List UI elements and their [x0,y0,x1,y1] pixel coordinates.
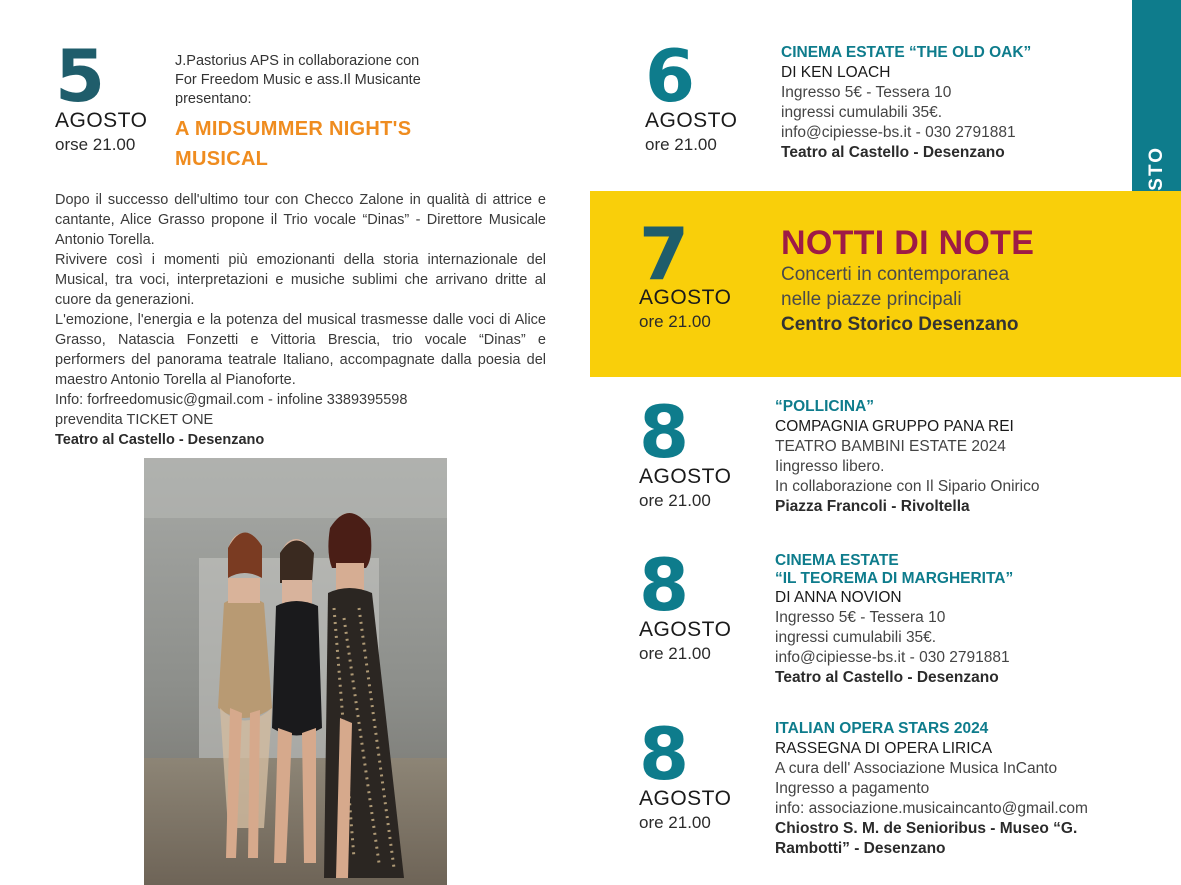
presale-line: prevendita TICKET ONE [55,412,214,428]
event8b-month: AGOSTO [639,618,732,641]
event8b-day: 8 [639,543,688,627]
event6-info-line: ingressi cumulabili 35€. [781,104,943,121]
event8c-location: Chiostro S. M. de Senioribus - Museo “G. [775,820,1078,837]
event8a-info-line: TEATRO BAMBINI ESTATE 2024 [775,438,1006,455]
event8c-location-cont: Rambotti” - Desenzano [775,840,946,857]
event8b-details [775,552,1013,688]
event6-location: Teatro al Castello - Desenzano [781,144,1005,161]
event8b-info-line: info@cipiesse-bs.it - 030 2791881 [775,649,1010,666]
event8b-info-line: ingressi cumulabili 35€. [775,629,937,646]
event6-month: AGOSTO [645,109,738,132]
event8a-title: “POLLICINA” [775,398,875,415]
event8c-time: ore 21.00 [639,813,711,832]
event8b-location: Teatro al Castello - Desenzano [775,669,999,686]
event8a-info-line: In collaborazione con Il Sipario Onirico [775,478,1040,495]
event6-subtitle: DI KEN LOACH [781,64,891,81]
event7-day: 7 [639,212,688,296]
event8a-details [775,397,1040,517]
event5-day: 5 [55,34,104,118]
description-paragraph: Dopo il successo dell'ultimo tour con Checco Zalone in qualità di attrice e cantante, Alice Grasso propone il Trio vocale “Dinas” - Direttore Musicale Antonio Torella. [55,192,546,248]
event8b-time: ore 21.00 [639,644,711,663]
intro-line: For Freedom Music e ass.Il Musicante [175,72,421,88]
event8a-subtitle: COMPAGNIA GRUPPO PANA REI [775,418,1014,435]
event8a-location: Piazza Francoli - Rivoltella [775,498,970,515]
event6-info-line: info@cipiesse-bs.it - 030 2791881 [781,124,1016,141]
event7-month: AGOSTO [639,286,732,309]
event8c-month: AGOSTO [639,787,732,810]
event7-location: Centro Storico Desenzano [781,314,1019,335]
event5-month: AGOSTO [55,109,148,132]
event8a-info-line: Iingresso libero. [775,458,885,475]
event5-description [55,190,546,450]
event8c-subtitle: RASSEGNA DI OPERA LIRICA [775,740,993,757]
event5-time: orse 21.00 [55,135,136,154]
event7-details [781,262,1019,337]
event8a-month: AGOSTO [639,465,732,488]
event5-intro [175,52,421,109]
event8c-info-line: info: associazione.musicaincanto@gmail.com [775,800,1088,817]
event6-time: ore 21.00 [645,135,717,154]
event8c-title: ITALIAN OPERA STARS 2024 [775,720,989,737]
event7-line: nelle piazze principali [781,289,962,310]
event8c-info-line: A cura dell' Associazione Musica InCanto [775,760,1058,777]
event7-title: NOTTI DI NOTE [781,224,1035,262]
event8b-subtitle: DI ANNA NOVION [775,589,902,606]
event8a-day: 8 [639,390,688,474]
event6-details [781,43,1031,163]
intro-line: J.Pastorius APS in collaborazione con [175,53,420,69]
event8c-details [775,719,1088,859]
event5-title [175,114,411,174]
event6-title: CINEMA ESTATE “THE OLD OAK” [781,44,1032,61]
event8c-info-line: Ingresso a pagamento [775,780,930,797]
event8b-title: CINEMA ESTATE [775,552,899,569]
title-line: A MIDSUMMER NIGHT'S [175,118,412,140]
event6-info-line: Ingresso 5€ - Tessera 10 [781,84,952,101]
event6-day: 6 [645,34,694,118]
info-line: Info: forfreedomusic@gmail.com - infoline 3389395598 [55,392,408,408]
event5-location: Teatro al Castello - Desenzano [55,432,265,448]
event7-time: ore 21.00 [639,312,711,331]
event7-line: Concerti in contemporanea [781,264,1010,285]
description-paragraph: Rivivere così i momenti più emozionanti della storia internazionale del Musical, tra voci, interpretazioni e musiche sublimi che arrivano dritte al cuore da generazioni. [55,252,546,308]
event8b-info-line: Ingresso 5€ - Tessera 10 [775,609,946,626]
intro-line: presentano: [175,91,252,107]
description-paragraph: L'emozione, l'energia e la potenza del musical trasmesse dalle voci di Alice Grasso, Natascia Fonzetti e Vittoria Brescia, trio vocale “Dinas” e performers del panorama teatrale Italiano, accompagnate dalla poesia del maestro Antonio Torella al Pianoforte. [55,312,546,388]
event8c-day: 8 [639,712,688,796]
event8b-title-film: “IL TEOREMA DI MARGHERITA” [775,570,1014,587]
event8a-time: ore 21.00 [639,491,711,510]
title-line: MUSICAL [175,148,269,170]
trio-photo [144,458,447,885]
